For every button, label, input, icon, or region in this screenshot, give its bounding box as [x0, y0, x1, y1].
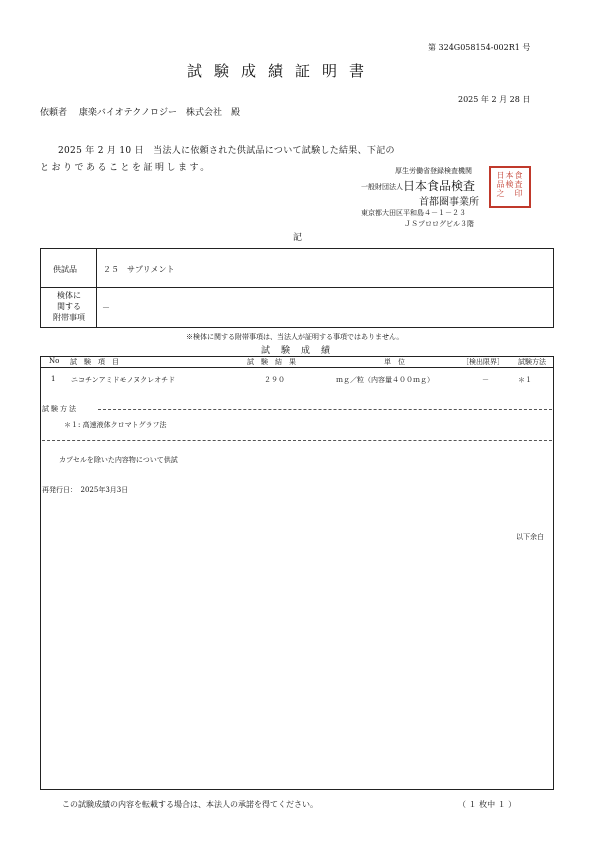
issuer-org-name: 日本食品検査 [403, 179, 476, 193]
header-result: 試 験 結 果 [247, 358, 296, 366]
intro-line-2: とおりであることを証明します。 [40, 163, 212, 173]
sample-box [40, 248, 554, 328]
row-limit: － [482, 376, 489, 384]
intro-line-1: 2025 年 2 月 10 日 当法人に依頼された供試品について試験した結果、下記の [58, 146, 395, 156]
row-unit: ｍｇ／粒（内容量４００ｍｇ） [336, 376, 434, 384]
method-item: ＊１: 高速液体クロマトグラフ法 [64, 421, 167, 429]
row-item: ニコチンアミドモノヌクレオチド [71, 376, 176, 384]
issuer-building: ＪＳプロログビル３階 [404, 220, 474, 228]
official-seal-stamp: 日本食 品検査 之 印 [489, 166, 531, 208]
issuer-address: 東京都大田区平和島４－１－２３ [361, 209, 466, 217]
header-unit: 単 位 [384, 358, 405, 366]
row-method: ＊１ [518, 376, 532, 384]
issuer-registration: 厚生労働省登録検査機関 [395, 167, 472, 175]
header-method: 試験方法 [518, 358, 546, 366]
specimen-value: － [102, 303, 110, 312]
specimen-label-line-2: 関する [57, 302, 81, 311]
page-count: （ １ 枚中 １ ） [458, 800, 517, 809]
row-no: 1 [51, 375, 56, 383]
sample-box-column-divider [96, 248, 97, 328]
method-label: 試験方法 [42, 405, 78, 413]
sample-value: ２５ サプリメント [103, 265, 175, 274]
specimen-note: ※検体に関する附帯事項は、当法人が証明する事項ではありません。 [186, 333, 404, 341]
row-result: ２９０ [264, 376, 285, 384]
issuer-office: 首都圏事業所 [419, 197, 479, 208]
document-number: 第 324G058154-002R1 号 [428, 43, 531, 52]
results-title: 試 験 成 績 [261, 346, 332, 356]
client-name: 依頼者 康楽バイオテクノロジー 株式会社 殿 [40, 108, 241, 118]
end-of-content: 以下余白 [516, 533, 544, 541]
header-item: 試 験 項 目 [70, 358, 119, 366]
remark: カプセルを除いた内容物について供試 [59, 456, 178, 464]
sample-label: 供試品 [53, 265, 77, 274]
sample-box-divider [40, 287, 554, 288]
specimen-label-line-3: 附帯事項 [53, 313, 85, 322]
document-title: 試験成績証明書 [187, 62, 377, 80]
specimen-label [49, 290, 89, 323]
ki-heading: 記 [293, 233, 303, 243]
footer-notice: この試験成績の内容を転載する場合は、本法人の承諾を得てください。 [62, 800, 318, 809]
issue-date: 2025 年 2 月 28 日 [458, 95, 531, 104]
results-header-underline [40, 367, 554, 368]
issuer-org-prefix: 一般財団法人 [361, 183, 403, 191]
header-no: No [49, 357, 60, 365]
header-limit: ［検出限界］ [462, 358, 504, 366]
method-separator [98, 409, 552, 410]
specimen-label-line-1: 検体に [57, 291, 81, 300]
reissue-date: 再発行日： 2025年3月3日 [42, 486, 129, 494]
method-end-separator [42, 440, 552, 441]
